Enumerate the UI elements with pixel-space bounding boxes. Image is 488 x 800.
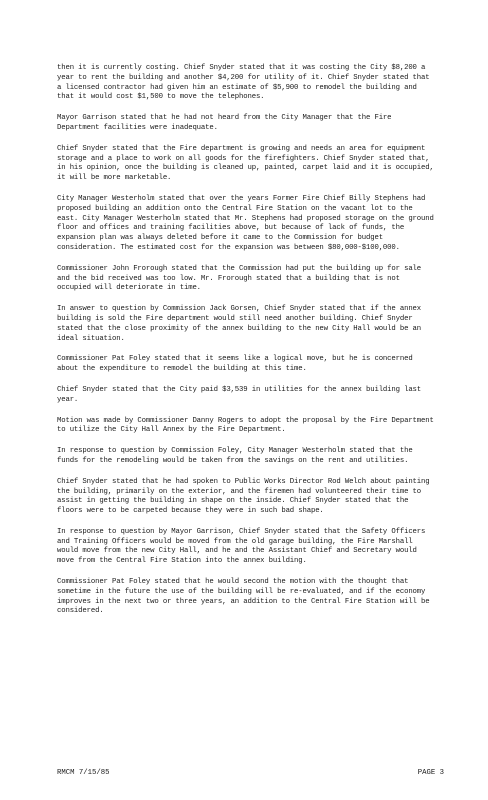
paragraph: Commissioner John Frorough stated that the Commission had put the building up for sale and the bid received was too low. Mr. Frorough stated that a building that is not occupied will deteriorate in time. <box>57 264 422 293</box>
paragraph: Chief Snyder stated that the Fire department is growing and needs an area for equipment storage and a place to work on all goods for the firefighters. Chief Snyder stated that, in his opinion, once the building is cleaned up, painted, carpet laid and it is occupied, it will be more marketable. <box>57 144 434 183</box>
paragraph: Commissioner Pat Foley stated that he would second the motion with the thought that sometime in the future the use of the building will be re-evaluated, and if the economy improves in the next two or three years, an addition to the Central Fire Station will be considered. <box>57 578 430 616</box>
paragraph: In response to question by Mayor Garrison, Chief Snyder stated that the Safety Officers and Training Officers would be moved from the old garage building, the Fire Marshall would move from the new City Hall, and he and the Assistant Chief and Secretary would move from the Central Fire Station into the annex building. <box>57 527 426 566</box>
paragraph: Chief Snyder stated that the City paid $3,539 in utilities for the annex building last year. <box>57 385 422 404</box>
paragraph: In answer to question by Commission Jack Gorsen, Chief Snyder stated that if the annex building is sold the Fire department would still need another building. Chief Snyder stated that the close proximity of the annex building to the new City Hall would be an ideal situation. <box>57 305 422 343</box>
paragraph: then it is currently costing. Chief Snyder stated that it was costing the City $8,200 a year to rent the building and another $4,200 for utility of it. Chief Snyder stated that a licensed contractor had given him an estimate of $5,900 to remodel the building and that it would cost $1,500 to move the telephones. <box>57 64 430 102</box>
paragraph: Commissioner Pat Foley stated that it seems like a logical move, but he is concerned about the expenditure to remodel the building at this time. <box>57 355 413 374</box>
meeting-date-label: RMCM 7/15/85 <box>57 769 110 777</box>
paragraph: Chief Snyder stated that he had spoken to Public Works Director Rod Welch about painting the building, primarily on the exterior, and the firemen had volunteered their time to assist in getting the building in shape on the inside. Chief Snyder stated that the floors were to be carpeted because they were in such bad shape. <box>57 477 430 516</box>
minutes-body <box>57 64 437 628</box>
paragraph: In response to question by Commission Foley, City Manager Westerholm stated that the funds for the remodeling would be taken from the savings on the rent and utilities. <box>57 447 413 465</box>
page-number: PAGE 3 <box>417 769 444 777</box>
paragraph: Mayor Garrison stated that he had not heard from the City Manager that the Fire Department facilities were inadequate. <box>57 114 392 132</box>
paragraph: Motion was made by Commissioner Danny Rogers to adopt the proposal by the Fire Department to utilize the City Hall Annex by the Fire Department. <box>57 416 434 435</box>
paragraph: City Manager Westerholm stated that over the years Former Fire Chief Billy Stephens had proposed building an addition onto the Central Fire Station on the vacant lot to the east. City Manager Westerholm stated that Mr. Stephens had proposed storage on the ground floor and offices and training facilities above, but because of lack of funds, the expansion plan was always deleted before it came to the Commission for budget consideration. The estimated cost for the expansion was between $80,000-$100,000. <box>57 194 434 252</box>
